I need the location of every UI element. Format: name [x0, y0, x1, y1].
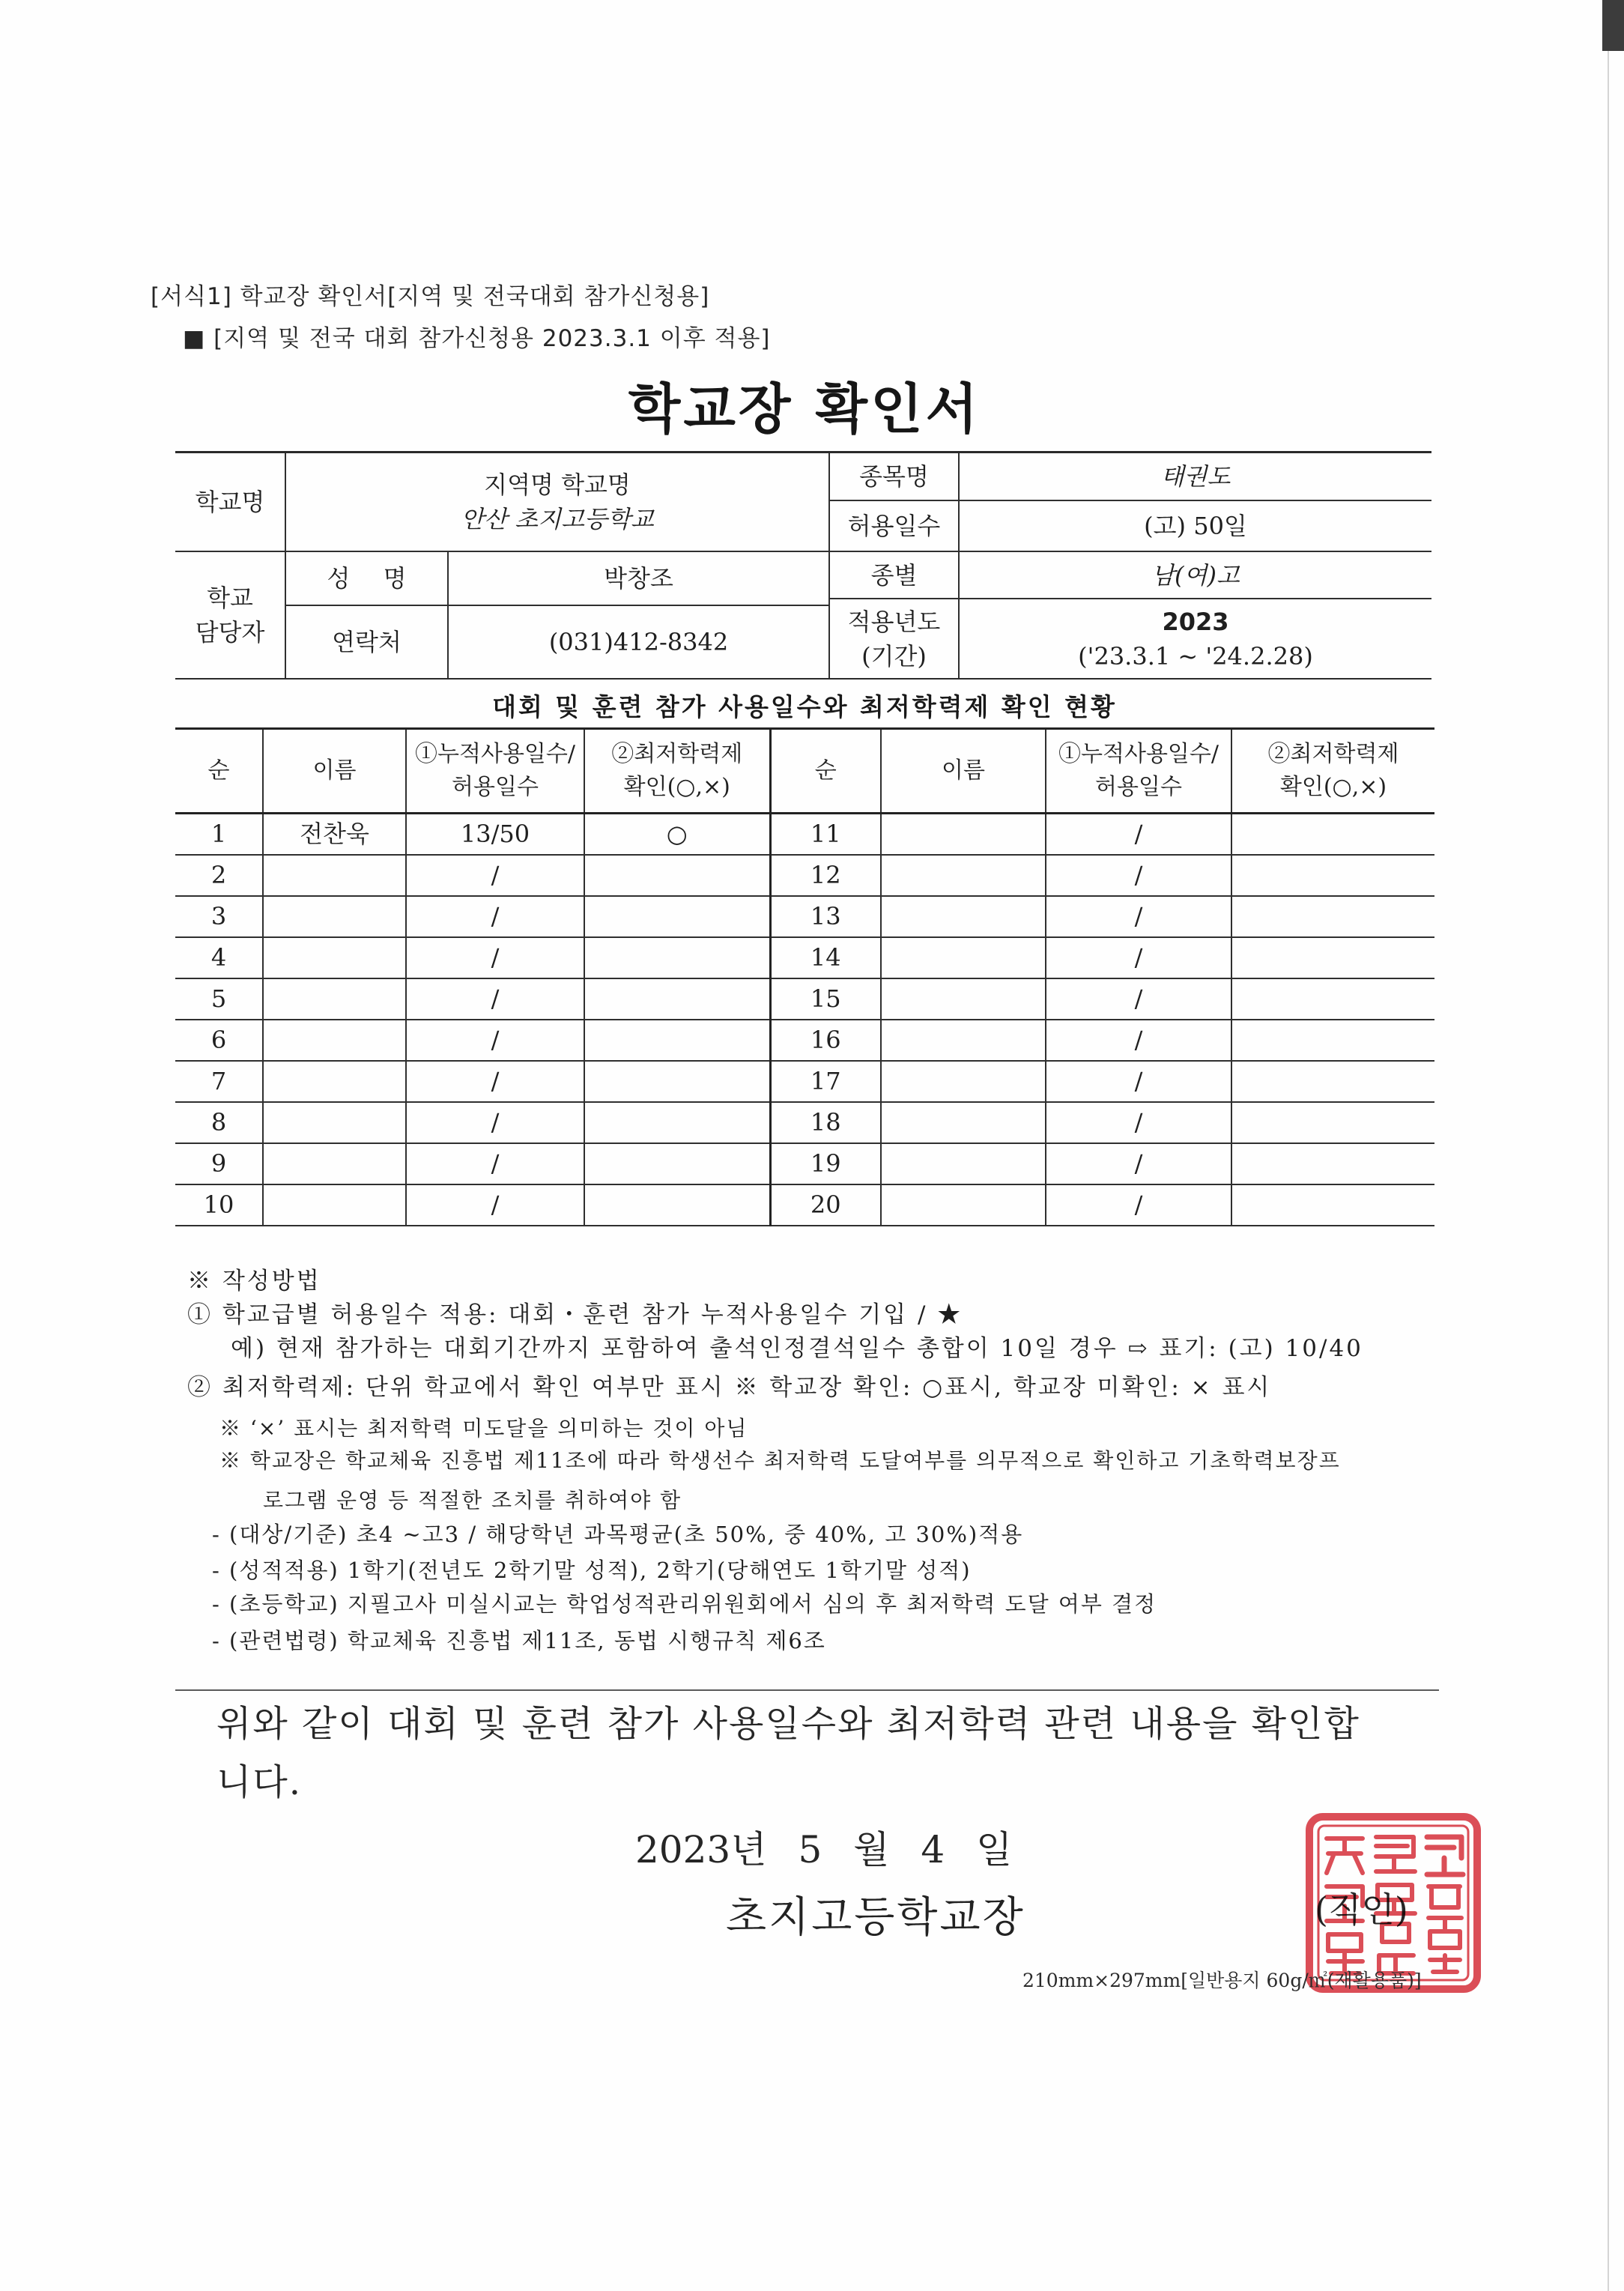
cumulative-days: /	[1046, 937, 1231, 978]
category-label: 종별	[870, 560, 918, 590]
signer-name: 초지고등학교장	[726, 1893, 1025, 1942]
student-name	[263, 1061, 406, 1102]
header-days-line1: ①누적사용일수/	[1058, 741, 1219, 767]
row-number: 18	[770, 1102, 881, 1143]
manager-name: 박창조	[604, 564, 673, 593]
cumulative-days: /	[1046, 814, 1231, 856]
header-name	[881, 729, 1046, 814]
status-heading: 대회 및 훈련 참가 사용일수와 최저학력제 확인 현황	[492, 692, 1117, 721]
row-number: 5	[175, 978, 263, 1020]
document-title: 학교장 확인서	[628, 378, 981, 441]
row-number: 10	[175, 1184, 263, 1226]
minimum-achievement-check	[584, 855, 770, 896]
student-name	[263, 1020, 406, 1061]
minimum-achievement-check	[1231, 814, 1434, 856]
header-minimum-achievement	[584, 729, 770, 814]
contact-value: (031)412-8342	[548, 628, 729, 656]
cumulative-days: /	[406, 896, 584, 937]
student-name	[881, 1061, 1046, 1102]
status-table-body	[175, 814, 1434, 1226]
category-value-cell	[960, 552, 1431, 599]
allowed-days-label-cell	[830, 501, 960, 552]
section-divider	[175, 1689, 1439, 1691]
name-label-cell	[286, 552, 449, 606]
minimum-achievement-check	[584, 896, 770, 937]
allowed-days-value-cell	[960, 501, 1431, 552]
minimum-achievement-check	[1231, 855, 1434, 896]
note-item1-example: 예) 현재 참가하는 대회기간까지 포함하여 출석인정결석일수 총합이 10일 경우 ⇨ 표기: (고) 10/40	[231, 1335, 1363, 1362]
minimum-achievement-check	[584, 1020, 770, 1061]
minimum-achievement-check	[1231, 896, 1434, 937]
student-name	[263, 855, 406, 896]
table-row	[175, 978, 1434, 1020]
header-cumulative-days	[406, 729, 584, 814]
status-table	[175, 727, 1434, 1226]
row-number: 16	[770, 1020, 881, 1061]
confirmation-line2: 니다.	[216, 1761, 302, 1803]
table-row	[175, 1143, 1434, 1184]
row-number: 11	[770, 814, 881, 856]
allowed-days-value: (고) 50일	[1144, 512, 1247, 540]
manager-label-line2: 담당자	[195, 618, 265, 647]
student-name	[881, 1102, 1046, 1143]
sport-value: 태권도	[1160, 462, 1231, 491]
note-detail: - (대상/기준) 초4 ~고3 / 해당학년 과목평균(초 50%, 중 40%, 고 30%)적용	[212, 1522, 1024, 1547]
table-row	[175, 937, 1434, 978]
cumulative-days: /	[1046, 1061, 1231, 1102]
note-item2-sub2-line2: 로그램 운영 등 적절한 조치를 취하여야 함	[263, 1488, 682, 1513]
note-item2-sub1: ※ ‘×’ 표시는 최저학력 미도달을 의미하는 것이 아님	[219, 1416, 748, 1441]
cumulative-days: /	[1046, 1020, 1231, 1061]
note-item1: ① 학교급별 허용일수 적용: 대회・훈련 참가 누적사용일수 기입 / ★	[187, 1301, 963, 1328]
table-row	[175, 1184, 1434, 1226]
header-no	[175, 729, 263, 814]
table-row	[175, 814, 1434, 856]
student-name: 전찬욱	[263, 814, 406, 856]
row-number: 17	[770, 1061, 881, 1102]
cumulative-days: 13/50	[406, 814, 584, 856]
cumulative-days: /	[406, 1184, 584, 1226]
row-number: 6	[175, 1020, 263, 1061]
note-item2-sub2-line1: ※ 학교장은 학교체육 진흥법 제11조에 따라 학생선수 최저학력 도달여부를 의무적으로 확인하고 기초학력보장프	[219, 1448, 1341, 1473]
table-header-row	[175, 729, 1434, 814]
header-no	[770, 729, 881, 814]
sport-label-cell	[830, 453, 960, 501]
category-value: 남(여)고	[1151, 560, 1240, 590]
category-label-cell	[830, 552, 960, 599]
minimum-achievement-check	[584, 1061, 770, 1102]
school-info-table	[175, 451, 1431, 680]
student-name	[263, 978, 406, 1020]
cumulative-days: /	[1046, 896, 1231, 937]
header-no-label: 순	[207, 757, 230, 784]
table-row	[175, 855, 1434, 896]
contact-value-cell	[449, 606, 830, 678]
school-label: 학교명	[195, 488, 265, 516]
student-name	[881, 1184, 1046, 1226]
sport-value-cell	[960, 453, 1431, 501]
minimum-achievement-check	[1231, 1143, 1434, 1184]
header-days-line2: 허용일수	[1095, 774, 1182, 800]
student-name	[881, 814, 1046, 856]
name-value-cell	[449, 552, 830, 606]
contact-label-cell	[286, 606, 449, 678]
year-label-line1: 적용년도	[847, 607, 941, 636]
cumulative-days: /	[1046, 855, 1231, 896]
student-name	[263, 937, 406, 978]
scan-edge-line	[1608, 0, 1609, 2291]
confirmation-line1: 위와 같이 대회 및 훈련 참가 사용일수와 최저학력 관련 내용을 확인합	[216, 1703, 1360, 1745]
name-label: 성 명	[327, 564, 407, 593]
row-number: 4	[175, 937, 263, 978]
paper-spec-footer: 210mm×297mm[일반용지 60g/㎡(재활용품)]	[1022, 1970, 1422, 1991]
minimum-achievement-check	[1231, 1102, 1434, 1143]
student-name	[881, 896, 1046, 937]
student-name	[881, 978, 1046, 1020]
row-number: 1	[175, 814, 263, 856]
row-number: 14	[770, 937, 881, 978]
note-detail: - (성적적용) 1학기(전년도 2학기말 성적), 2학기(당해연도 1학기말 성적)	[212, 1558, 972, 1583]
row-number: 2	[175, 855, 263, 896]
header-min-line2: 확인(○,×)	[1279, 774, 1387, 800]
cumulative-days: /	[1046, 1184, 1231, 1226]
cumulative-days: /	[1046, 978, 1231, 1020]
minimum-achievement-check	[1231, 1184, 1434, 1226]
scan-corner-mark	[1602, 0, 1624, 51]
school-value-cell	[286, 453, 830, 552]
cumulative-days: /	[406, 1061, 584, 1102]
school-name: 안산 초지고등학교	[461, 505, 654, 533]
header-cumulative-days	[1046, 729, 1231, 814]
notes-title: ※ 작성방법	[187, 1268, 321, 1295]
contact-label: 연락처	[332, 628, 402, 656]
year-label-line2: (기간)	[861, 641, 927, 671]
note-item2: ② 최저학력제: 단위 학교에서 확인 여부만 표시 ※ 학교장 확인: ○표시, 학교장 미확인: × 표시	[187, 1374, 1272, 1401]
year-value-cell	[960, 599, 1431, 678]
cumulative-days: /	[1046, 1143, 1231, 1184]
school-hint: 지역명 학교명	[484, 470, 631, 499]
student-name	[263, 896, 406, 937]
table-row	[175, 1020, 1434, 1061]
row-number: 13	[770, 896, 881, 937]
allowed-days-label: 허용일수	[847, 512, 941, 540]
row-number: 12	[770, 855, 881, 896]
student-name	[881, 1143, 1046, 1184]
minimum-achievement-check	[1231, 1020, 1434, 1061]
minimum-achievement-check	[1231, 937, 1434, 978]
student-name	[881, 937, 1046, 978]
cumulative-days: /	[406, 1143, 584, 1184]
header-days-line2: 허용일수	[452, 774, 539, 800]
minimum-achievement-check: ○	[584, 814, 770, 856]
header-min-line1: ②최저학력제	[1267, 741, 1399, 767]
minimum-achievement-check	[584, 978, 770, 1020]
table-row	[175, 1061, 1434, 1102]
header-no-label: 순	[814, 757, 837, 784]
cumulative-days: /	[406, 1102, 584, 1143]
header-min-line1: ②최저학력제	[611, 741, 743, 767]
minimum-achievement-check	[584, 1184, 770, 1226]
cumulative-days: /	[406, 855, 584, 896]
year-label-cell	[830, 599, 960, 678]
year-value: 2023	[1162, 607, 1229, 636]
header-days-line1: ①누적사용일수/	[415, 741, 575, 767]
minimum-achievement-check	[1231, 1061, 1434, 1102]
cumulative-days: /	[406, 1020, 584, 1061]
seal-label: (직인)	[1315, 1889, 1408, 1930]
form-note: ■ [지역 및 전국 대회 참가신청용 2023.3.1 이후 적용]	[183, 325, 771, 352]
row-number: 3	[175, 896, 263, 937]
note-detail: - (관련법령) 학교체육 진흥법 제11조, 동법 시행규칙 제6조	[212, 1628, 826, 1653]
row-number: 15	[770, 978, 881, 1020]
confirmation-date: 2023년 5 월 4 일	[635, 1828, 1013, 1871]
row-number: 19	[770, 1143, 881, 1184]
minimum-achievement-check	[1231, 978, 1434, 1020]
header-name	[263, 729, 406, 814]
minimum-achievement-check	[584, 937, 770, 978]
header-name-label: 이름	[312, 757, 357, 784]
student-name	[263, 1184, 406, 1226]
row-number: 8	[175, 1102, 263, 1143]
cumulative-days: /	[406, 937, 584, 978]
student-name	[263, 1102, 406, 1143]
manager-label-cell	[175, 552, 286, 678]
header-minimum-achievement	[1231, 729, 1434, 814]
row-number: 20	[770, 1184, 881, 1226]
cumulative-days: /	[1046, 1102, 1231, 1143]
header-name-label: 이름	[942, 757, 985, 784]
school-label-cell	[175, 453, 286, 552]
student-name	[881, 855, 1046, 896]
period-value: ('23.3.1 ~ '24.2.28)	[1078, 641, 1313, 671]
note-detail: - (초등학교) 지필고사 미실시교는 학업성적관리위원회에서 심의 후 최저학력 도달 여부 결정	[212, 1591, 1157, 1617]
student-name	[263, 1143, 406, 1184]
row-number: 7	[175, 1061, 263, 1102]
student-name	[881, 1020, 1046, 1061]
table-row	[175, 1102, 1434, 1143]
cumulative-days: /	[406, 978, 584, 1020]
table-row	[175, 896, 1434, 937]
minimum-achievement-check	[584, 1102, 770, 1143]
minimum-achievement-check	[584, 1143, 770, 1184]
row-number: 9	[175, 1143, 263, 1184]
header-min-line2: 확인(○,×)	[623, 774, 730, 800]
sport-label: 종목명	[859, 462, 929, 491]
manager-label-line1: 학교	[207, 584, 253, 612]
form-label: [서식1] 학교장 확인서[지역 및 전국대회 참가신청용]	[151, 283, 710, 310]
